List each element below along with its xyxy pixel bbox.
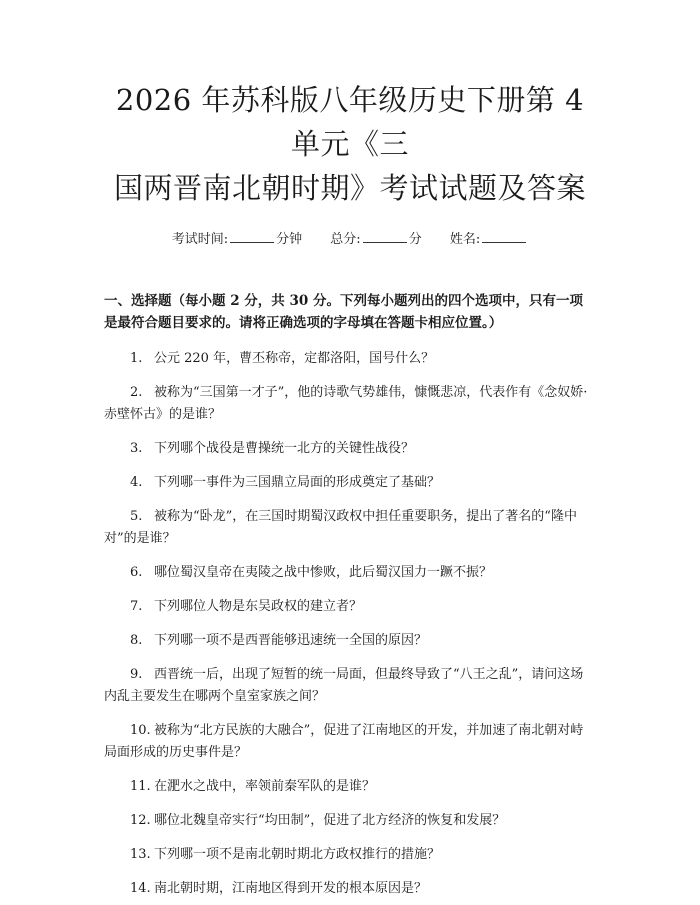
question-text: 下列哪一项不是西晋能够迅速统一全国的原因？ bbox=[154, 633, 428, 648]
question-number: 12. bbox=[130, 813, 151, 828]
question-item bbox=[104, 664, 596, 708]
question-number: 11. bbox=[130, 779, 151, 794]
question-text: 下列哪个战役是曹操统一北方的关键性战役？ bbox=[154, 441, 415, 456]
exam-meta bbox=[104, 230, 596, 250]
question-text: 下列哪位人物是东吴政权的建立者？ bbox=[154, 599, 363, 614]
question-text: 哪位蜀汉皇帝在夷陵之战中惨败，此后蜀汉国力一蹶不振？ bbox=[154, 565, 493, 580]
question-item bbox=[104, 844, 596, 866]
time-field bbox=[172, 230, 302, 250]
question-item bbox=[104, 596, 596, 618]
question-item bbox=[104, 506, 596, 550]
question-number: 2. bbox=[130, 385, 143, 400]
question-item bbox=[104, 810, 596, 832]
question-text: 南北朝时期，江南地区得到开发的根本原因是？ bbox=[154, 881, 428, 896]
title-line-2: 国两晋南北朝时期》考试试题及答案 bbox=[113, 171, 586, 205]
score-unit: 分 bbox=[408, 232, 422, 247]
question-number: 8. bbox=[130, 633, 143, 648]
question-number: 4. bbox=[130, 475, 143, 490]
question-item bbox=[104, 472, 596, 494]
question-number: 10. bbox=[130, 723, 151, 738]
question-text: 公元 220 年，曹丕称帝，定都洛阳，国号什么？ bbox=[154, 351, 435, 366]
question-number: 5. bbox=[130, 509, 143, 524]
name-blank bbox=[482, 230, 526, 243]
question-text: 被称为“三国第一才子”，他的诗歌气势雄伟，慷慨悲凉，代表作有《念奴娇·赤壁怀古》的是谁？ bbox=[104, 385, 588, 422]
page-title bbox=[104, 0, 596, 210]
question-text: 哪位北魏皇帝实行“均田制”，促进了北方经济的恢复和发展？ bbox=[154, 813, 506, 828]
time-unit: 分钟 bbox=[276, 232, 303, 247]
question-item bbox=[104, 382, 596, 426]
question-text: 被称为“卧龙”，在三国时期蜀汉政权中担任重要职务，提出了著名的“隆中对”的是谁？ bbox=[104, 509, 577, 546]
time-label: 考试时间: bbox=[171, 232, 229, 247]
question-item bbox=[104, 776, 596, 798]
question-number: 13. bbox=[130, 847, 151, 862]
section-heading: 一、选择题（每小题 2 分，共 30 分。下列每小题列出的四个选项中，只有一项是最符合题目要求的。请将正确选项的字母填在答题卡相应位置。） bbox=[104, 293, 583, 331]
question-number: 9. bbox=[130, 667, 143, 682]
score-label: 总分: bbox=[330, 232, 361, 247]
score-field bbox=[330, 230, 421, 250]
question-text: 在淝水之战中，率领前秦军队的是谁？ bbox=[154, 779, 376, 794]
question-number: 1. bbox=[130, 351, 143, 366]
name-field bbox=[450, 230, 528, 250]
question-number: 14. bbox=[130, 881, 151, 896]
question-list bbox=[104, 348, 596, 900]
question-number: 6. bbox=[130, 565, 143, 580]
question-item bbox=[104, 630, 596, 652]
score-blank bbox=[363, 230, 407, 243]
question-item bbox=[104, 878, 596, 900]
question-item bbox=[104, 438, 596, 460]
question-item bbox=[104, 348, 596, 370]
question-number: 7. bbox=[130, 599, 143, 614]
question-text: 下列哪一事件为三国鼎立局面的形成奠定了基础？ bbox=[154, 475, 441, 490]
question-text: 下列哪一项不是南北朝时期北方政权推行的措施？ bbox=[154, 847, 441, 862]
name-label: 姓名: bbox=[449, 232, 481, 247]
question-number: 3. bbox=[130, 441, 143, 456]
time-blank bbox=[230, 230, 274, 243]
question-text: 被称为“北方民族的大融合”，促进了江南地区的开发，并加速了南北朝对峙局面形成的历史事件是？ bbox=[104, 723, 584, 760]
question-item bbox=[104, 720, 596, 764]
title-line-1: 2026 年苏科版八年级历史下册第 4 单元《三 bbox=[115, 83, 585, 161]
question-text: 西晋统一后，出现了短暂的统一局面，但最终导致了“八王之乱”，请问这场内乱主要发生在哪两个皇室家族之间？ bbox=[104, 667, 584, 704]
question-item bbox=[104, 562, 596, 584]
